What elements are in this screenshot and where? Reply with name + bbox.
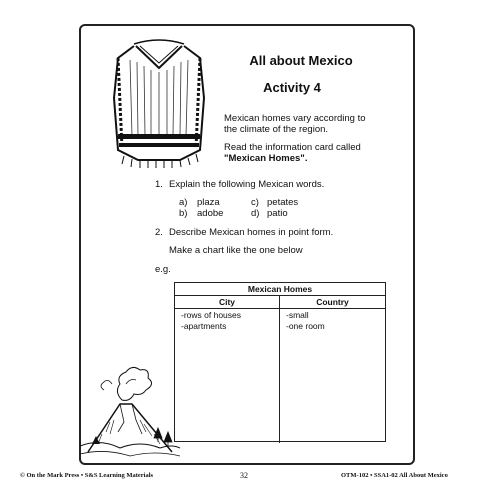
instruction-line: Read the information card called	[224, 142, 361, 153]
question-1-number: 1.	[155, 179, 163, 190]
chart-column-country	[280, 296, 385, 443]
instruction-line: "Mexican Homes".	[224, 153, 308, 164]
page-title: All about Mexico	[249, 53, 353, 68]
intro-paragraph	[224, 113, 366, 135]
chart-column-city	[175, 296, 280, 443]
question-1-text: Explain the following Mexican words.	[169, 179, 325, 190]
footer-product-code: OTM-102 • SSA1-02 All About Mexico	[341, 472, 448, 479]
footer-publisher: © On the Mark Press • S&S Learning Materials	[20, 472, 154, 479]
chart-cell: -small	[286, 310, 309, 320]
option-word: plaza	[197, 197, 220, 208]
chart-title: Mexican Homes	[175, 283, 385, 296]
chart-cell: -apartments	[181, 321, 227, 331]
option-word: adobe	[197, 208, 224, 219]
option-label: b)	[179, 208, 188, 219]
volcano-landscape-illustration	[80, 362, 180, 462]
option-label: a)	[179, 197, 188, 208]
chart-cell: -one room	[286, 321, 325, 331]
option-word: petates	[267, 197, 299, 208]
instruction-paragraph	[224, 142, 361, 164]
chart-column-header: City	[175, 296, 279, 309]
option-label: d)	[251, 208, 260, 219]
poncho-illustration	[104, 38, 214, 168]
example-label: e.g.	[155, 264, 171, 275]
activity-heading: Activity 4	[263, 80, 321, 95]
question-2-text: Describe Mexican homes in point form.	[169, 227, 334, 238]
chart-column-header: Country	[280, 296, 385, 309]
question-2-number: 2.	[155, 227, 163, 238]
intro-line: Mexican homes vary according to	[224, 113, 366, 124]
page-number: 32	[240, 471, 248, 480]
question-2-subtext: Make a chart like the one below	[169, 245, 303, 256]
option-word: patio	[267, 208, 288, 219]
option-label: c)	[251, 197, 259, 208]
chart-cell: -rows of houses	[181, 310, 241, 320]
mexican-homes-chart	[174, 282, 386, 442]
intro-line: the climate of the region.	[224, 124, 329, 135]
